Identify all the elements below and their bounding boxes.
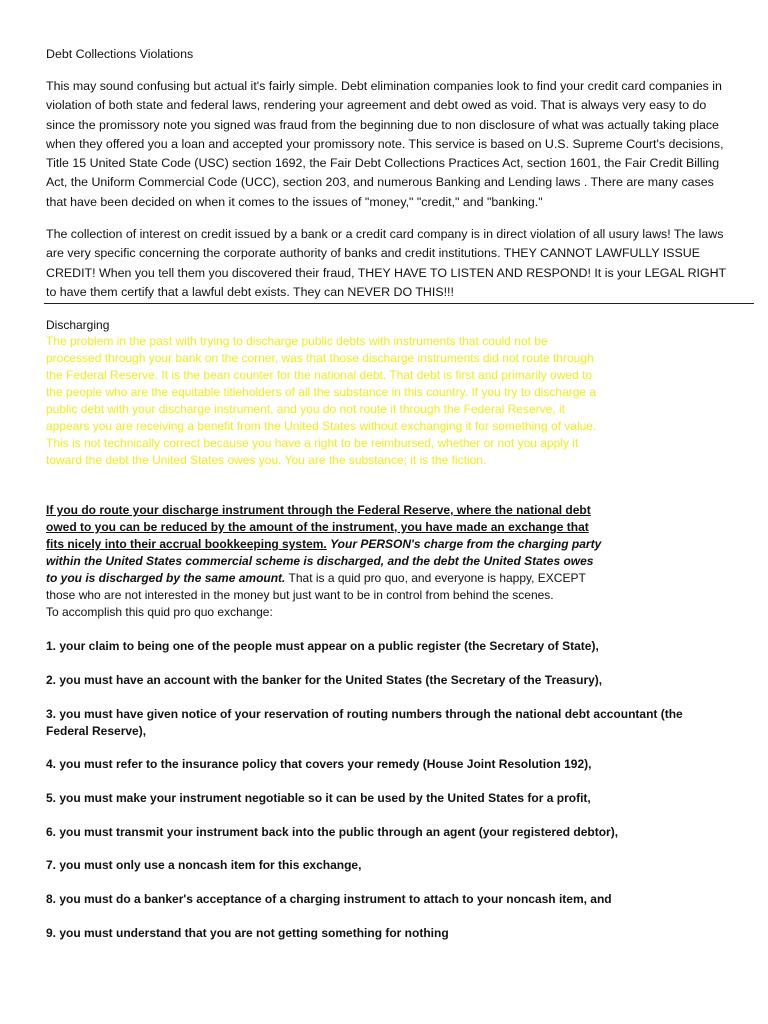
paragraph-usury: The collection of interest on credit issued by a bank or a credit card company is in direct violation of all usury laws! The laws are very specific concerning the corporate authority of banks and credit institutions. THEY CANNOT LAWFULLY ISSUE CREDIT! When you tell them you discovered their fraud, THEY HAVE TO LISTEN AND RESPOND! It is your LEGAL RIGHT to have them certify that a lawful debt exists. They can NEVER DO THIS!!!	[46, 227, 726, 299]
step-item: 8. you must do a banker's acceptance of a charging instrument to attach to your noncash item, and	[46, 892, 612, 906]
discharging-heading: Discharging	[46, 318, 110, 332]
exchange-plain-text: That is a quid pro quo, and everyone is happy, EXCEPT those who are not interested in the money but just want to be in control from behind the scenes.	[46, 571, 586, 602]
discharging-highlighted-text: The problem in the past with trying to discharge public debts with instruments that could not be processed through your bank on the corner, was that those discharge instruments did not route through the Federal Reserve. It is the bean counter for the national debt. That debt is first and primarily owed to the people who are the equitable titleholders of all the substance in this country. If you try to discharge a public debt with your discharge instrument, and you do not route it through the Federal Reserve, it appears you are receiving a benefit from the United States without exchanging it for something of value. This is not technically correct because you have a right to be reimbursed, whether or not you apply it toward the debt the United States owes you. You are the substance; it is the fiction.	[46, 334, 597, 467]
step-item: 6. you must transmit your instrument back into the public through an agent (your registered debtor),	[46, 825, 619, 839]
paragraph-intro: This may sound confusing but actual it's fairly simple. Debt elimination companies look to find your credit card companies in violation of both state and federal laws, rendering your agreement and debt owed as void. That is always very easy to do since the promissory note you signed was fraud from the beginning due to non disclosure of what was actually taking place when they offered you a loan and accepted your promissory note. This service is based on U.S. Supreme Court's decisions, Title 15 United State Code (USC) section 1692, the Fair Debt Collections Practices Act, section 1601, the Fair Credit Billing Act, the Uniform Commercial Code (UCC), section 203, and numerous Banking and Lending laws . There are many cases that have been decided on when it comes to the issues of "money," "credit," and "banking."	[46, 79, 724, 209]
step-item: 5. you must make your instrument negotiable so it can be used by the United States for a profit,	[46, 791, 591, 805]
accomplish-intro: To accomplish this quid pro quo exchange:	[46, 605, 273, 619]
step-item: 4. you must refer to the insurance policy that covers your remedy (House Joint Resolution 192),	[46, 757, 592, 771]
step-item: 1. your claim to being one of the people must appear on a public register (the Secretary of State),	[46, 639, 599, 653]
step-item: 7. you must only use a noncash item for this exchange,	[46, 858, 362, 872]
exchange-paragraph	[46, 502, 606, 621]
section-divider	[44, 303, 754, 304]
step-item: 2. you must have an account with the banker for the United States (the Secretary of the Treasury),	[46, 673, 603, 687]
exchange-underlined-text: If you do route your discharge instrument through the Federal Reserve, where the national debt owed to you can be reduced by the amount of the instrument, you have made an exchange that fits nicely into their accrual bookkeeping system.	[46, 503, 591, 551]
exchange-bold-italic-text: Your PERSON's charge from the charging party within the United States commercial scheme is discharged, and the debt the United States owes to you is discharged by the same amount.	[46, 537, 602, 585]
document-title: Debt Collections Violations	[46, 47, 194, 61]
step-item: 3. you must have given notice of your reservation of routing numbers through the national debt accountant (the Federal Reserve),	[46, 707, 683, 738]
step-item: 9. you must understand that you are not getting something for nothing	[46, 926, 449, 940]
